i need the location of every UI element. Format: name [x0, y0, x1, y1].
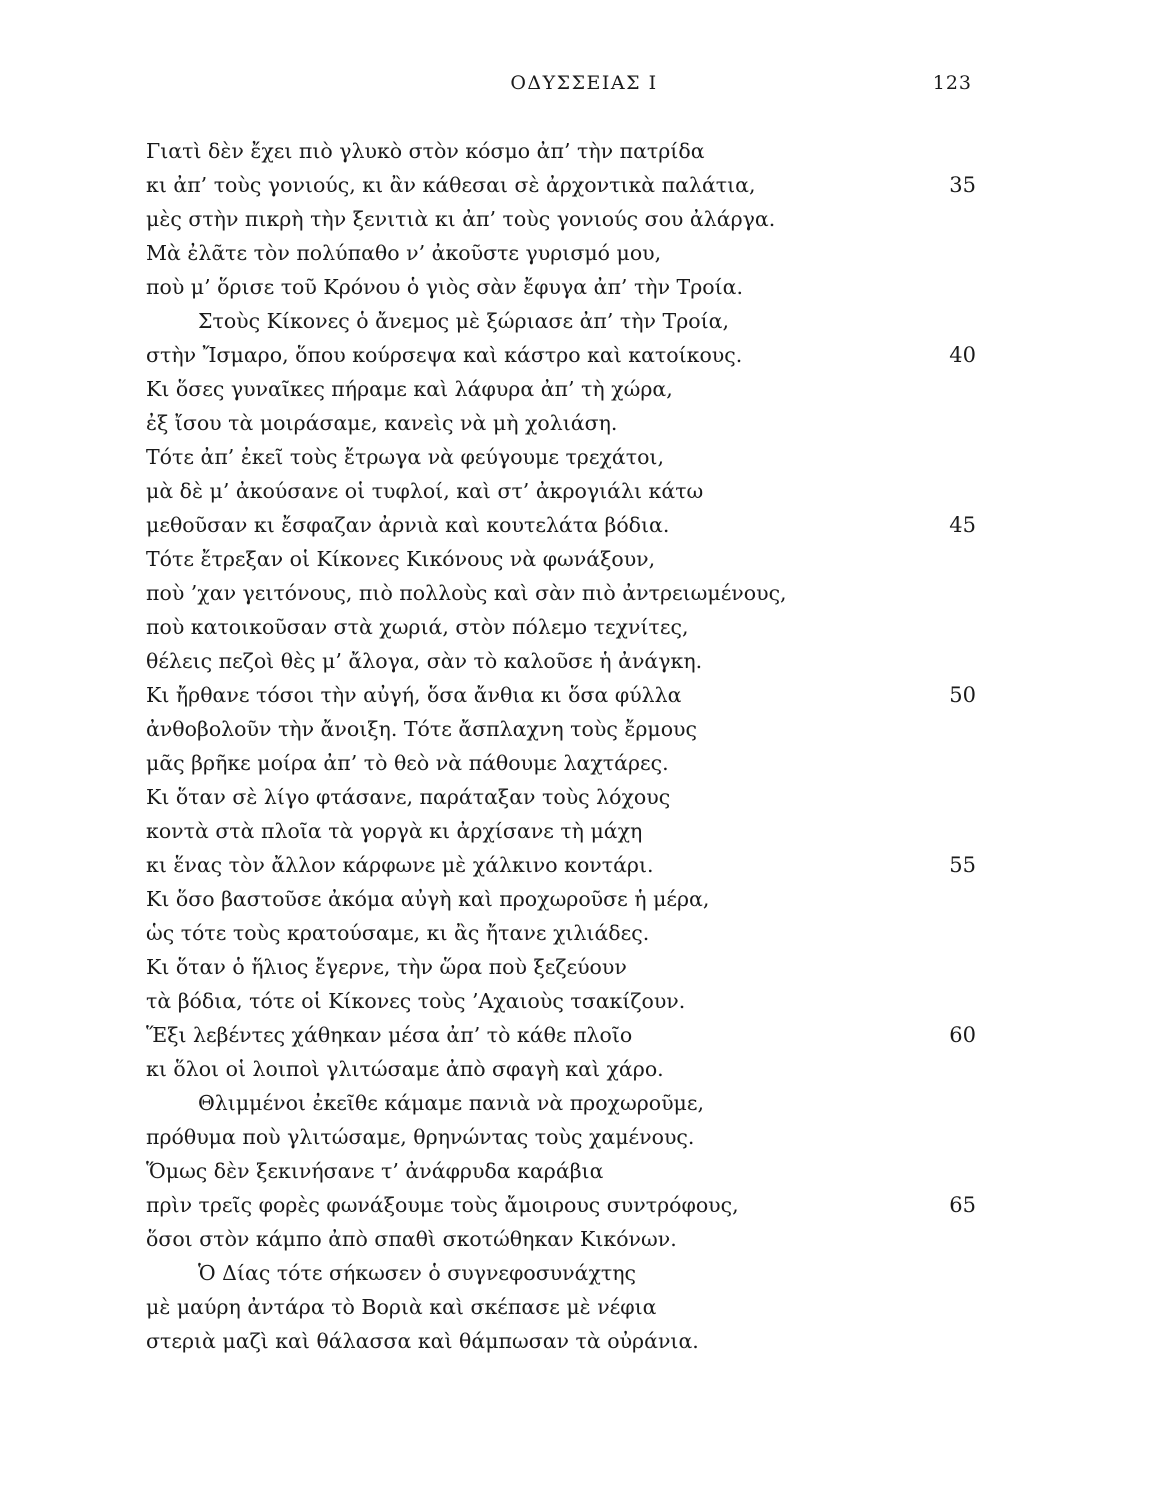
verse-line [146, 848, 976, 882]
line-number: 40 [949, 343, 976, 367]
verse-text: στεριὰ μαζὶ καὶ θάλασσα καὶ θάμπωσαν τὰ οὐράνια. [146, 1329, 699, 1353]
verse-text: θέλεις πεζοὶ θὲς μ’ ἄλογα, σὰν τὸ καλοῦσε ἡ ἀνάγκη. [146, 649, 703, 673]
verse-line [146, 270, 976, 304]
verse-text: ποὺ κατοικοῦσαν στὰ χωριά, στὸν πόλεμο τεχνίτες, [146, 615, 689, 639]
verse-text: πρὶν τρεῖς φορὲς φωνάξουμε τοὺς ἄμοιρους συντρόφους, [146, 1193, 739, 1217]
verse-line [146, 1290, 976, 1324]
verse-line [146, 814, 976, 848]
verse-text: ποὺ ’χαν γειτόνους, πιὸ πολλοὺς καὶ σὰν πιὸ ἀντρειωμένους, [146, 581, 787, 605]
running-title: ΟΔΥΣΣΕΙΑΣ Ι [510, 72, 658, 94]
verse-text: μὲ μαύρη ἀντάρα τὸ Βοριὰ καὶ σκέπασε μὲ νέφια [146, 1295, 657, 1319]
verse-text: μὲς στὴν πικρὴ τὴν ξενιτιὰ κι ἀπ’ τοὺς γονιούς σου ἀλάργα. [146, 207, 776, 231]
verse-line [146, 406, 976, 440]
verse-text: Μὰ ἐλᾶτε τὸν πολύπαθο ν’ ἀκοῦστε γυρισμό μου, [146, 241, 662, 265]
verse-line [146, 746, 976, 780]
verse-text: Στοὺς Κίκονες ὁ ἄνεμος μὲ ξώριασε ἀπ’ τὴν Τροία, [198, 309, 729, 333]
verse-text: κοντὰ στὰ πλοῖα τὰ γοργὰ κι ἀρχίσανε τὴ μάχη [146, 819, 643, 843]
verse-text: Κι ὅταν ὁ ἥλιος ἔγερνε, τὴν ὥρα ποὺ ξεζεύουν [146, 955, 627, 979]
line-number: 55 [949, 853, 976, 877]
verse-text: ἀνθοβολοῦν τὴν ἄνοιξη. Τότε ἄσπλαχνη τοὺς ἔρμους [146, 717, 697, 741]
verse-line [146, 508, 976, 542]
verse-line [146, 1324, 976, 1358]
verse-line [146, 440, 976, 474]
verse-text: Τότε ἀπ’ ἐκεῖ τοὺς ἔτρωγα νὰ φεύγουμε τρεχάτοι, [146, 445, 664, 469]
verse-line [146, 780, 976, 814]
verse-line [146, 168, 976, 202]
verse-text: μᾶς βρῆκε μοίρα ἀπ’ τὸ θεὸ νὰ πάθουμε λαχτάρες. [146, 751, 669, 775]
verse-text: μὰ δὲ μ’ ἀκούσανε οἱ τυφλοί, καὶ στ’ ἀκρογιάλι κάτω [146, 479, 704, 503]
verse-text: Ὅμως δὲν ξεκινήσανε τ’ ἀνάφρυδα καράβια [146, 1159, 604, 1183]
verse-text: ποὺ μ’ ὅρισε τοῦ Κρόνου ὁ γιὸς σὰν ἔφυγα ἀπ’ τὴν Τροία. [146, 275, 744, 299]
line-number: 65 [949, 1193, 976, 1217]
line-number: 35 [949, 173, 976, 197]
verse-line [146, 678, 976, 712]
verse-line [146, 950, 976, 984]
verse-text: κι ὅλοι οἱ λοιποὶ γλιτώσαμε ἀπὸ σφαγὴ καὶ χάρο. [146, 1057, 664, 1081]
verse-text: Ὁ Δίας τότε σήκωσεν ὁ συγνεφοσυνάχτης [198, 1261, 637, 1285]
verse-line [146, 202, 976, 236]
verse-text: τὰ βόδια, τότε οἱ Κίκονες τοὺς ’Αχαιοὺς τσακίζουν. [146, 989, 686, 1013]
verse-line [146, 712, 976, 746]
verse-line [146, 134, 976, 168]
verse-line [146, 1188, 976, 1222]
verse-text: Κι ὅσες γυναῖκες πήραμε καὶ λάφυρα ἀπ’ τὴ χώρα, [146, 377, 673, 401]
verse-line [146, 372, 976, 406]
page-number: 123 [932, 72, 972, 94]
verse-line [146, 1154, 976, 1188]
verse-line [146, 542, 976, 576]
verse-text: ἐξ ἴσου τὰ μοιράσαμε, κανεὶς νὰ μὴ χολιάση. [146, 411, 618, 435]
verse-text: μεθοῦσαν κι ἔσφαζαν ἀρνιὰ καὶ κουτελάτα βόδια. [146, 513, 670, 537]
line-number: 50 [949, 683, 976, 707]
verse-text: πρόθυμα ποὺ γλιτώσαμε, θρηνώντας τοὺς χαμένους. [146, 1125, 695, 1149]
verse-text: κι ἕνας τὸν ἄλλον κάρφωνε μὲ χάλκινο κοντάρι. [146, 853, 654, 877]
poem-body [146, 134, 976, 1358]
verse-text: Ἕξι λεβέντες χάθηκαν μέσα ἀπ’ τὸ κάθε πλοῖο [146, 1023, 633, 1047]
verse-line [146, 916, 976, 950]
verse-line [146, 1120, 976, 1154]
verse-text: κι ἀπ’ τοὺς γονιούς, κι ἂν κάθεσαι σὲ ἀρχοντικὰ παλάτια, [146, 173, 756, 197]
verse-text: στὴν Ἴσμαρο, ὅπου κούρσεψα καὶ κάστρο καὶ κατοίκους. [146, 343, 743, 367]
verse-line [146, 1256, 976, 1290]
verse-text: Κι ὅσο βαστοῦσε ἀκόμα αὐγὴ καὶ προχωροῦσε ἡ μέρα, [146, 887, 710, 911]
verse-line [146, 1086, 976, 1120]
verse-text: Τότε ἔτρεξαν οἱ Κίκονες Κικόνους νὰ φωνάξουν, [146, 547, 656, 571]
verse-line [146, 1052, 976, 1086]
verse-text: ὅσοι στὸν κάμπο ἀπὸ σπαθὶ σκοτώθηκαν Κικόνων. [146, 1227, 677, 1251]
verse-line [146, 644, 976, 678]
verse-line [146, 984, 976, 1018]
verse-line [146, 338, 976, 372]
verse-line [146, 236, 976, 270]
verse-text: Κι ἤρθανε τόσοι τὴν αὐγή, ὅσα ἄνθια κι ὅσα φύλλα [146, 683, 682, 707]
verse-line [146, 474, 976, 508]
verse-line [146, 304, 976, 338]
line-number: 45 [949, 513, 976, 537]
verse-line [146, 1222, 976, 1256]
verse-line [146, 1018, 976, 1052]
verse-text: Γιατὶ δὲν ἔχει πιὸ γλυκὸ στὸν κόσμο ἀπ’ τὴν πατρίδα [146, 139, 705, 163]
line-number: 60 [949, 1023, 976, 1047]
verse-text: ὡς τότε τοὺς κρατούσαμε, κι ἂς ἤτανε χιλιάδες. [146, 921, 650, 945]
verse-text: Θλιμμένοι ἐκεῖθε κάμαμε πανιὰ νὰ προχωροῦμε, [198, 1091, 705, 1115]
verse-line [146, 576, 976, 610]
verse-text: Κι ὅταν σὲ λίγο φτάσανε, παράταξαν τοὺς λόχους [146, 785, 671, 809]
verse-line [146, 882, 976, 916]
verse-line [146, 610, 976, 644]
